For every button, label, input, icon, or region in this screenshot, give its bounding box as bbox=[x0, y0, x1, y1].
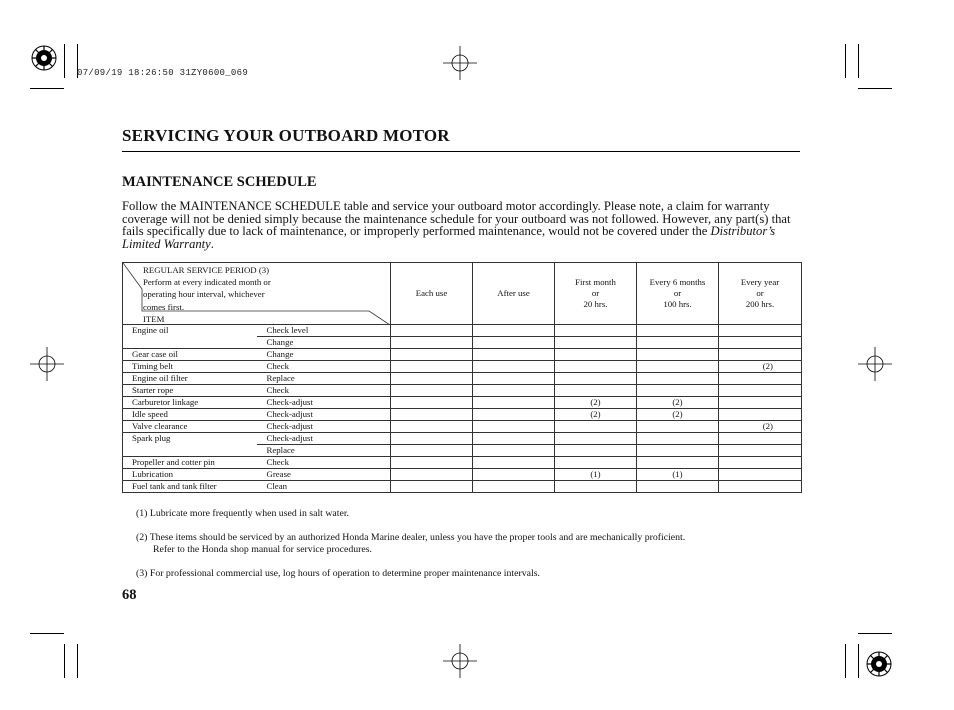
table-row: Timing belt Check (2) bbox=[123, 361, 802, 373]
intro-text: Follow the MAINTENANCE SCHEDULE table and service your outboard motor accordingly. Please note, a claim for warranty coverage will not be denied simply because the maintenance schedule for your outboard was not followed. However, any part(s) that fails specifically due to lack of maintenance, or improperly performed maintenance, would not be covered under the bbox=[122, 199, 791, 239]
action-cell: Check-adjust bbox=[257, 421, 391, 433]
action-cell: Check bbox=[257, 361, 391, 373]
registration-crosshair-icon bbox=[30, 347, 64, 381]
table-row: Lubrication Grease (1) (1) bbox=[123, 469, 802, 481]
action-cell: Change bbox=[257, 349, 391, 361]
item-cell: Fuel tank and tank filter bbox=[123, 481, 257, 493]
table-row bbox=[123, 481, 802, 493]
item-cell: Spark plug bbox=[123, 433, 257, 457]
action-cell: Clean bbox=[257, 481, 391, 493]
table-row bbox=[123, 325, 802, 337]
section-title: MAINTENANCE SCHEDULE bbox=[122, 174, 317, 190]
registration-sunburst-icon bbox=[31, 45, 57, 71]
title-divider bbox=[122, 151, 800, 152]
action-cell: Check level bbox=[257, 325, 391, 337]
table-row bbox=[123, 349, 802, 361]
item-cell: Carburetor linkage bbox=[123, 397, 257, 409]
table-header-row bbox=[123, 263, 802, 325]
item-cell: Gear case oil bbox=[123, 349, 257, 361]
column-header: First month or 20 hrs. bbox=[555, 263, 637, 325]
action-cell: Check bbox=[257, 457, 391, 469]
footnote-2: (2) These items should be serviced by an authorized Honda Marine dealer, unless you have the proper tools and are mechanically proficient. bbox=[136, 532, 686, 543]
column-header: Every year or 200 hrs. bbox=[719, 263, 802, 325]
page-title: SERVICING YOUR OUTBOARD MOTOR bbox=[122, 126, 450, 145]
table-row bbox=[123, 433, 802, 445]
registration-crosshair-icon bbox=[858, 347, 892, 381]
header-corner-cell bbox=[123, 263, 391, 325]
table-row: Valve clearance Check-adjust (2) bbox=[123, 421, 802, 433]
footnote-2-continued: Refer to the Honda shop manual for service procedures. bbox=[153, 544, 372, 555]
item-cell: Starter rope bbox=[123, 385, 257, 397]
corner-text-line: operating hour interval, whichever bbox=[143, 289, 265, 300]
column-header: After use bbox=[473, 263, 555, 325]
registration-crosshair-icon bbox=[443, 46, 477, 80]
maintenance-schedule-table bbox=[122, 262, 802, 493]
item-cell: Valve clearance bbox=[123, 421, 257, 433]
item-cell: Lubrication bbox=[123, 469, 257, 481]
footnote-3: (3) For professional commercial use, log hours of operation to determine proper maintenance intervals. bbox=[136, 568, 540, 579]
item-cell: Idle speed bbox=[123, 409, 257, 421]
action-cell: Check-adjust bbox=[257, 409, 391, 421]
action-cell: Check-adjust bbox=[257, 397, 391, 409]
column-header: Every 6 months or 100 hrs. bbox=[637, 263, 719, 325]
action-cell: Grease bbox=[257, 469, 391, 481]
table-row: Idle speed Check-adjust (2) (2) bbox=[123, 409, 802, 421]
page-number: 68 bbox=[122, 587, 137, 603]
service-period-label: REGULAR SERVICE PERIOD (3) bbox=[143, 265, 270, 275]
registration-sunburst-icon bbox=[866, 651, 892, 677]
corner-text-line: Perform at every indicated month or bbox=[143, 277, 271, 288]
column-header: Each use bbox=[391, 263, 473, 325]
action-cell: Check bbox=[257, 385, 391, 397]
item-cell: Propeller and cotter pin bbox=[123, 457, 257, 469]
item-cell: Engine oil bbox=[123, 325, 257, 349]
action-cell: Replace bbox=[257, 373, 391, 385]
item-cell: Engine oil filter bbox=[123, 373, 257, 385]
table-row bbox=[123, 373, 802, 385]
registration-crosshair-icon bbox=[443, 644, 477, 678]
footnote-1: (1) Lubricate more frequently when used in salt water. bbox=[136, 508, 350, 519]
action-cell: Replace bbox=[257, 445, 391, 457]
warranty-title: Distributor’s Limited Warranty bbox=[122, 224, 776, 251]
table-row: Carburetor linkage Check-adjust (2) (2) bbox=[123, 397, 802, 409]
item-cell: Timing belt bbox=[123, 361, 257, 373]
table-row bbox=[123, 385, 802, 397]
item-label: ITEM bbox=[143, 313, 165, 324]
corner-text-line: comes first. bbox=[143, 301, 185, 312]
intro-paragraph bbox=[122, 200, 802, 250]
action-cell: Change bbox=[257, 337, 391, 349]
table-row bbox=[123, 457, 802, 469]
action-cell: Check-adjust bbox=[257, 433, 391, 445]
intro-end: . bbox=[210, 236, 214, 251]
print-stamp: 07/09/19 18:26:50 31ZY0600_069 bbox=[77, 68, 249, 78]
